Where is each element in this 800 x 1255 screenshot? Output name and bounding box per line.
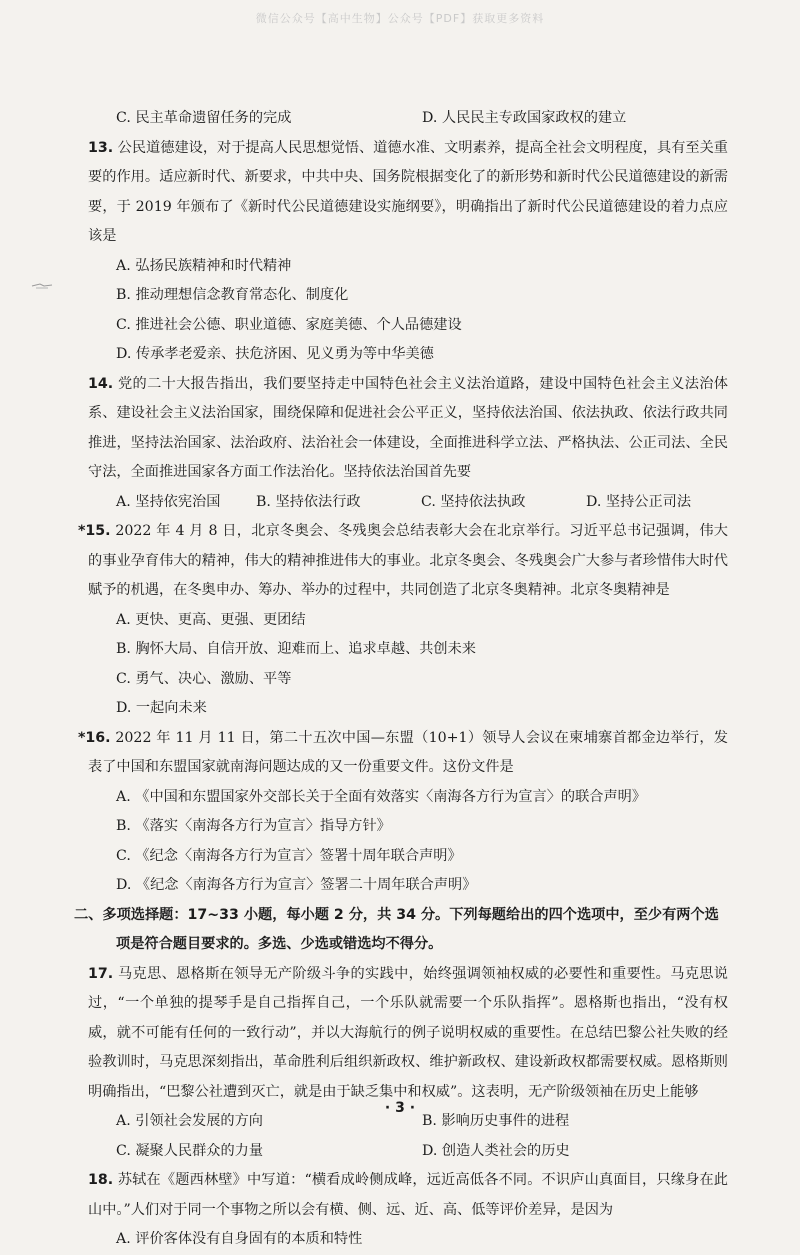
- q17-option-a: A. 引领社会发展的方向: [116, 1113, 263, 1129]
- q12-option-c: C. 民主革命遗留任务的完成: [116, 110, 292, 126]
- question-16: [78, 724, 728, 901]
- q17-option-b: B. 影响历史事件的进程: [422, 1113, 570, 1129]
- q16-option-b: B. 《落实〈南海各方行为宣言〉指导方针》: [116, 818, 391, 834]
- page-number: · 3 ·: [384, 1100, 416, 1116]
- q16-option-c: C. 《纪念〈南海各方行为宣言〉签署十周年联合声明》: [116, 847, 462, 864]
- q17-number: 17.: [88, 965, 114, 982]
- q13-option-d: D. 传承孝老爱亲、扶危济困、见义勇为等中华美德: [116, 346, 434, 362]
- q16-number: 16.: [85, 729, 111, 746]
- q15-number: 15.: [85, 523, 111, 539]
- q16-option-a: A. 《中国和东盟国家外交部长关于全面有效落实〈南海各方行为宣言〉的联合声明》: [116, 788, 647, 805]
- question-list: [74, 104, 728, 1255]
- section-2-heading: [74, 901, 728, 960]
- q15-option-d: D. 一起向未来: [116, 700, 207, 716]
- q13-option-c: C. 推进社会公德、职业道德、家庭美德、个人品德建设: [116, 316, 462, 333]
- q14-number: 14.: [88, 375, 114, 392]
- section-2-line-2: 项是符合题目要求的。多选、少选或错选均不得分。: [116, 936, 443, 952]
- section-2-line-1: 二、多项选择题：17~33 小题，每小题 2 分，共 34 分。下列每题给出的四个选项中，至少有两个选: [74, 906, 719, 923]
- q15-option-b: B. 胸怀大局、自信开放、迎难而上、追求卓越、共创未来: [116, 641, 476, 657]
- q14-option-a: A. 坚持依宪治国: [116, 493, 221, 510]
- q14-stem: 党的二十大报告指出，我们要坚持走中国特色社会主义法治道路，建设中国特色社会主义法治体系、建设社会主义法治国家，围绕保障和促进社会公平正义，坚持依法治国、依法执政、依法行政共同推进，坚持法治国家、法治政府、法治社会一体建设，全面推进科学立法、严格执法、公正司法、全民守法，全面推进国家各方面工作法治化。坚持依法治国首先要: [88, 375, 728, 480]
- q13-option-b: B. 推动理想信念教育常态化、制度化: [116, 287, 349, 303]
- question-15: [78, 517, 728, 724]
- q14-option-d: D. 坚持公正司法: [586, 493, 692, 510]
- q17-option-d: D. 创造人类社会的历史: [422, 1142, 570, 1159]
- q13-number: 13.: [88, 139, 114, 156]
- q15-option-c: C. 勇气、决心、激励、平等: [116, 670, 292, 687]
- question-18: [88, 1166, 728, 1255]
- q12-options: [88, 104, 728, 134]
- q13-stem: 公民道德建设，对于提高人民思想觉悟、道德水准、文明素养，提高全社会文明程度，具有至关重要的作用。适应新时代、新要求，中共中央、国务院根据变化了的新形势和新时代公民道德建设的新需要，于 2019 年颁布了《新时代公民道德建设实施纲要》，明确指出了新时代公民道德建设的着力点应该是: [88, 139, 728, 244]
- q16-stem: 2022 年 11 月 11 日，第二十五次中国—东盟（10+1）领导人会议在柬埔寨首都金边举行，发表了中国和东盟国家就南海问题达成的又一份重要文件。这份文件是: [88, 729, 728, 775]
- question-13: [88, 134, 728, 370]
- q15-option-a: A. 更快、更高、更强、更团结: [116, 611, 306, 628]
- q13-option-a: A. 弘扬民族精神和时代精神: [116, 257, 292, 274]
- margin-scribble: [30, 278, 54, 292]
- q15-star: *: [78, 523, 86, 539]
- q15-stem: 2022 年 4 月 8 日，北京冬奥会、冬残奥会总结表彰大会在北京举行。习近平总书记强调，伟大的事业孕育伟大的精神，伟大的精神推进伟大的事业。北京冬奥会、冬残奥会广大参与者珍惜伟大时代赋予的机遇，在冬奥申办、筹办、举办的过程中，共同创造了北京冬奥精神。北京冬奥精神是: [88, 523, 728, 598]
- q18-number: 18.: [88, 1172, 114, 1188]
- q14-option-c: C. 坚持依法执政: [421, 493, 526, 510]
- q17-options-row-2: [88, 1137, 728, 1167]
- q18-stem: 苏轼在《题西林壁》中写道：“横看成岭侧成峰，远近高低各不同。不识庐山真面目，只缘身在此山中。”人们对于同一个事物之所以会有横、侧、远、近、高、低等评价差异，是因为: [88, 1172, 728, 1218]
- question-17: [88, 960, 728, 1167]
- q16-star: *: [78, 729, 86, 746]
- question-14: [88, 370, 728, 518]
- q17-option-c: C. 凝聚人民群众的力量: [116, 1142, 264, 1159]
- q14-option-b: B. 坚持依法行政: [256, 493, 361, 510]
- q17-stem: 马克思、恩格斯在领导无产阶级斗争的实践中，始终强调领袖权威的必要性和重要性。马克思说过，“一个单独的提琴手是自己指挥自己，一个乐队就需要一个乐队指挥”。恩格斯也指出，“没有权威，就不可能有任何的一致行动”，并以大海航行的例子说明权威的重要性。在总结巴黎公社失败的经验教训时，马克思深刻指出，革命胜利后组织新政权、维护新政权、建设新政权都需要权威。恩格斯则明确指出，“巴黎公社遭到灭亡，就是由于缺乏集中和权威”。这表明，无产阶级领袖在历史上能够: [88, 965, 728, 1100]
- q16-option-d: D. 《纪念〈南海各方行为宣言〉签署二十周年联合声明》: [116, 877, 477, 893]
- q12-option-d: D. 人民民主专政国家政权的建立: [422, 110, 627, 126]
- q14-options: [88, 488, 728, 518]
- watermark: 微信公众号【高中生物】公众号【PDF】获取更多资料: [255, 12, 545, 25]
- q18-option-a: A. 评价客体没有自身固有的本质和特性: [116, 1231, 363, 1247]
